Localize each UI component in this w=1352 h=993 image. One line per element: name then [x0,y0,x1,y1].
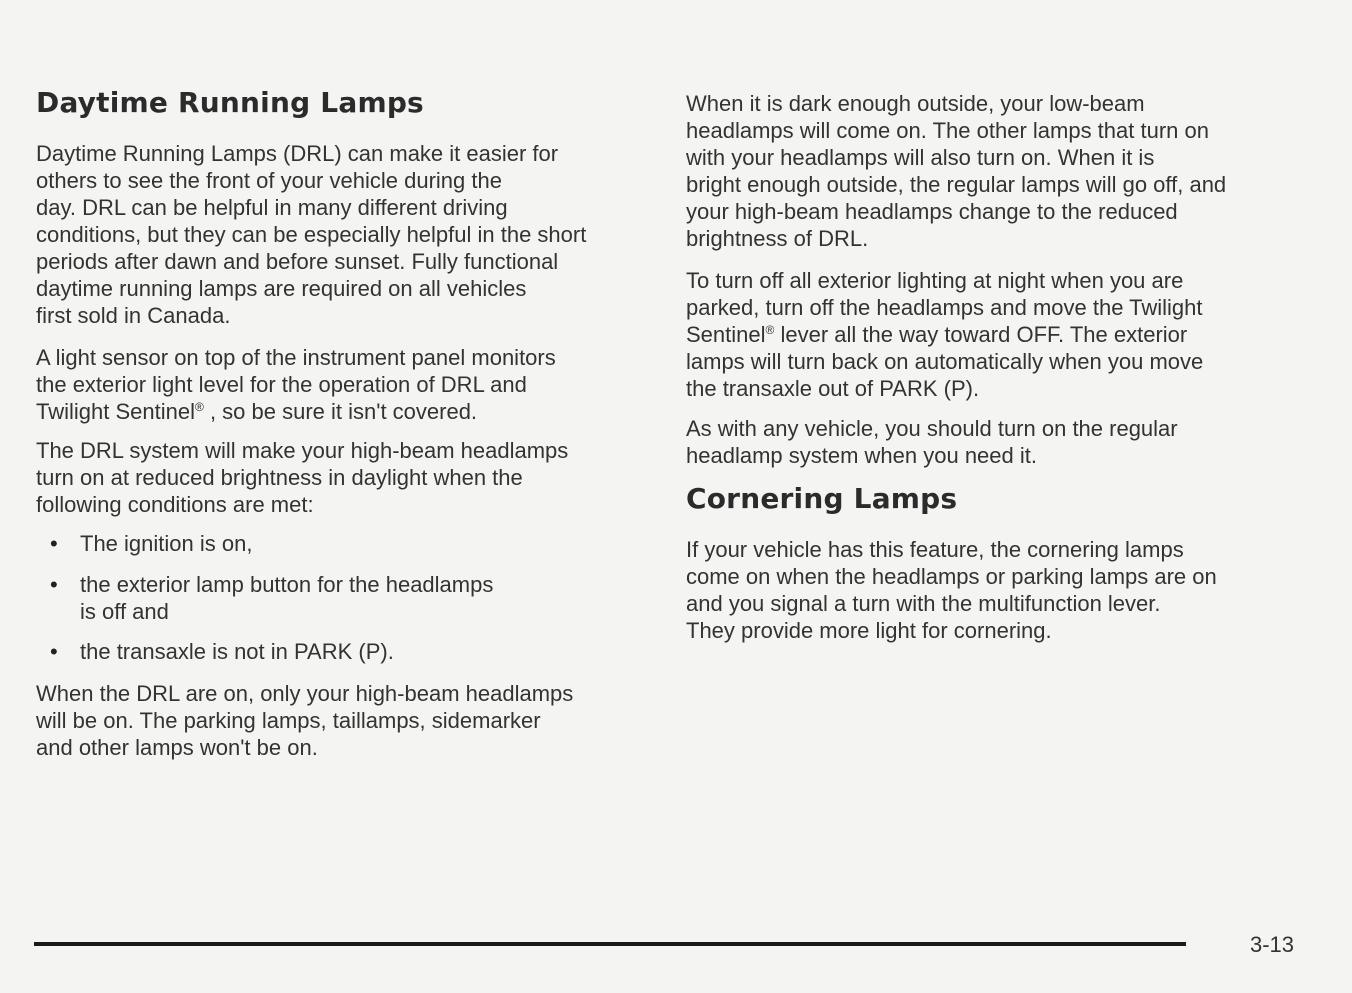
text-line: As with any vehicle, you should turn on the regular [686,416,1178,441]
text-line: If your vehicle has this feature, the cornering lamps [686,537,1184,562]
low-beam-paragraph [686,90,1226,252]
registered-mark: ® [194,400,204,414]
conditions-bullet-list [36,638,394,665]
text-line: headlamp system when you need it. [686,443,1037,468]
bullet-icon: • [50,639,58,664]
registered-mark: ® [765,323,775,337]
bullet-icon: • [50,572,58,597]
text-line: and you signal a turn with the multifunction lever. [686,591,1161,616]
text-run: lever all the way toward OFF. The exterior [774,322,1188,347]
text-line: headlamps will come on. The other lamps that turn on [686,118,1209,143]
text-line: first sold in Canada. [36,303,231,328]
text-line: the exterior light level for the operation of DRL and [36,372,527,397]
text-line: They provide more light for cornering. [686,618,1052,643]
text-line: with your headlamps will also turn on. When it is [686,145,1155,170]
text-line: The ignition is on, [80,531,253,556]
text-line: The DRL system will make your high-beam headlamps [36,438,569,463]
text-line [686,321,1203,348]
text-line: and other lamps won't be on. [36,735,318,760]
drl-intro-paragraph [36,140,586,329]
text-line: parked, turn off the headlamps and move the Twilight [686,295,1203,320]
footer-rule [34,942,1186,946]
drl-system-paragraph [36,437,568,518]
text-line: brightness of DRL. [686,226,869,251]
text-line: Daytime Running Lamps (DRL) can make it easier for [36,141,559,166]
text-line: When it is dark enough outside, your low-beam [686,91,1145,116]
conditions-bullet-list [36,571,493,625]
text-line: conditions, but they can be especially helpful in the short [36,222,587,247]
text-line: When the DRL are on, only your high-beam headlamps [36,681,574,706]
text-line: lamps will turn back on automatically when you move [686,349,1204,374]
conditions-bullet-list [36,530,252,557]
page-number: 3-13 [1250,932,1295,957]
drl-on-paragraph [36,680,573,761]
bullet-icon: • [50,531,58,556]
text-run: Sentinel [686,322,766,347]
text-line: To turn off all exterior lighting at night when you are [686,268,1184,293]
text-line: come on when the headlamps or parking lamps are on [686,564,1217,589]
text-line: turn on at reduced brightness in daylight when the [36,465,523,490]
text-line: A light sensor on top of the instrument panel monitors [36,345,556,370]
text-line: others to see the front of your vehicle during the [36,168,502,193]
text-line: is off and [80,599,169,624]
turn-off-lighting-paragraph [686,267,1203,402]
section-heading-daytime-running-lamps: Daytime Running Lamps [36,86,424,119]
list-item [36,638,394,665]
text-run: Twilight Sentinel [36,399,195,424]
light-sensor-paragraph [36,344,556,425]
text-run: , so be sure it isn't covered. [203,399,478,424]
text-line: daytime running lamps are required on all vehicles [36,276,527,301]
text-line: the transaxle is not in PARK (P). [80,639,394,664]
regular-headlamp-paragraph [686,415,1178,469]
text-line: your high-beam headlamps change to the reduced [686,199,1178,224]
list-item [36,530,252,557]
text-line: the exterior lamp button for the headlamps [80,572,494,597]
list-item [36,571,493,625]
text-line: following conditions are met: [36,492,314,517]
text-line: periods after dawn and before sunset. Fully functional [36,249,559,274]
text-line: the transaxle out of PARK (P). [686,376,980,401]
cornering-lamps-paragraph [686,536,1217,644]
text-line: will be on. The parking lamps, taillamps, sidemarker [36,708,541,733]
text-line: bright enough outside, the regular lamps will go off, and [686,172,1227,197]
section-heading-cornering-lamps: Cornering Lamps [686,482,958,515]
text-line [36,398,556,425]
text-line: day. DRL can be helpful in many different driving [36,195,508,220]
